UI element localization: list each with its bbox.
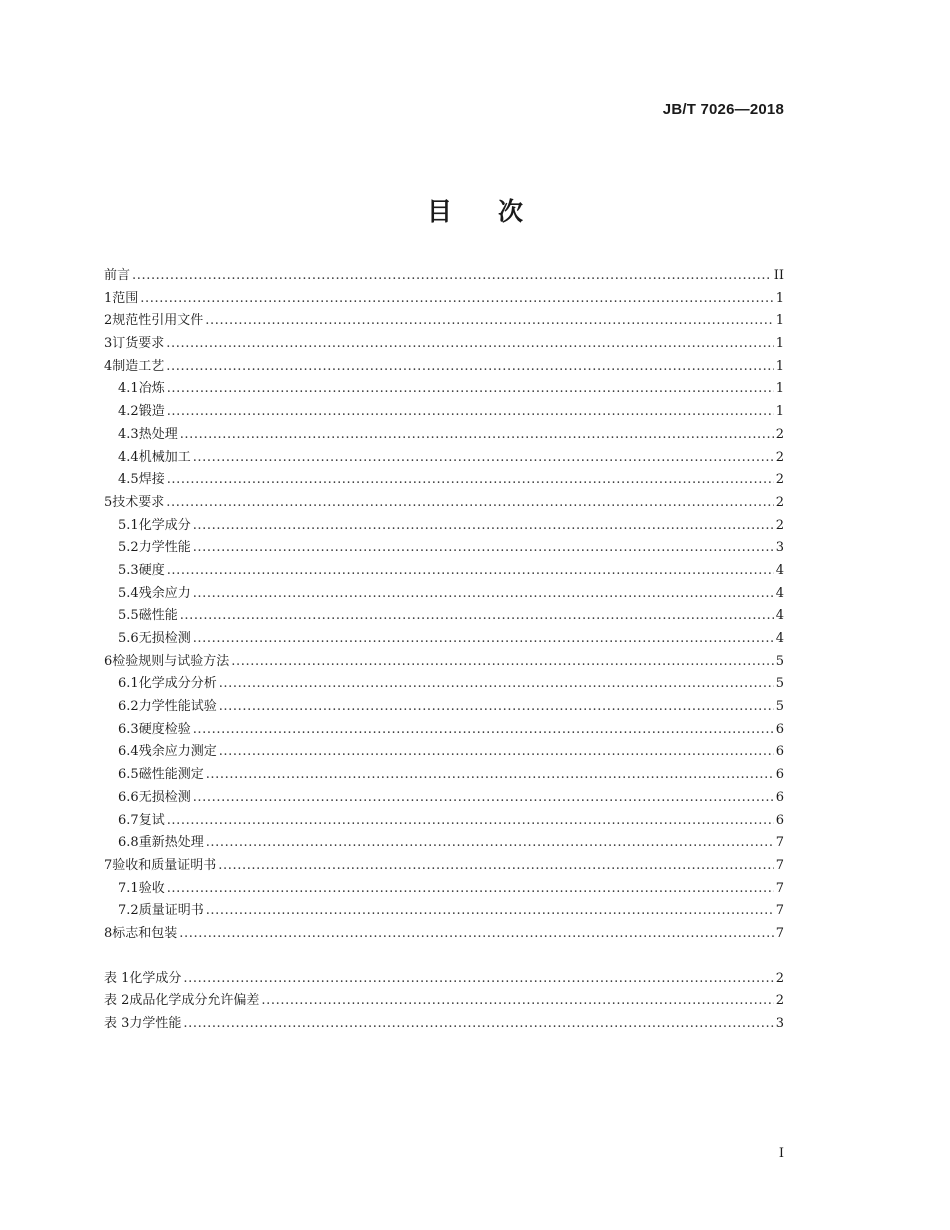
toc-entry-label: 磁性能测定	[138, 767, 204, 783]
toc-entry-number: 5.1	[118, 517, 139, 533]
toc-entry-number: 4	[104, 358, 113, 374]
toc-entry-page: 7	[775, 903, 784, 919]
toc-entry-label: 力学性能试验	[138, 699, 217, 715]
toc-entry-label: 规范性引用文件	[112, 313, 204, 329]
toc-leader-dots	[193, 447, 774, 470]
toc-entry-page: II	[773, 268, 784, 283]
toc-subentry[interactable]	[104, 515, 784, 538]
toc-entry-page: 7	[775, 925, 784, 941]
toc-entry-number: 6.7	[118, 812, 139, 828]
toc-entry-label: 标志和包装	[112, 925, 178, 941]
toc-subentry[interactable]	[104, 764, 784, 787]
toc-entry-number: 6.6	[118, 789, 139, 805]
toc-subentry[interactable]	[104, 787, 784, 810]
toc-entry-label: 冶炼	[138, 381, 165, 397]
toc-entry-number: 8	[104, 925, 113, 941]
toc-entry-label: 残余应力	[138, 585, 191, 601]
toc-entry-page: 2	[775, 494, 784, 510]
title-char-1: 目	[426, 197, 452, 226]
toc-entry-label: 锻造	[138, 404, 165, 420]
toc-leader-dots	[219, 741, 774, 764]
toc-entry-page: 6	[775, 721, 784, 737]
toc-entry-number: 6	[104, 653, 113, 669]
toc-subentry[interactable]	[104, 673, 784, 696]
toc-subentry[interactable]	[104, 469, 784, 492]
toc-table-label: 力学性能	[129, 1016, 182, 1031]
toc-entry-label: 机械加工	[138, 449, 191, 465]
toc-entry-page: 6	[775, 789, 784, 805]
toc-entry-number: 6.1	[118, 676, 139, 692]
toc-entry-page: 2	[775, 449, 784, 465]
toc-entry-label: 焊接	[138, 472, 165, 488]
toc-entry-label: 硬度检验	[138, 721, 191, 737]
toc-subentry[interactable]	[104, 832, 784, 855]
toc-leader-dots	[183, 1013, 773, 1036]
toc-leader-dots	[167, 810, 774, 833]
toc-leader-dots	[193, 787, 774, 810]
toc-leader-dots	[218, 855, 773, 878]
toc-entry-label: 硬度	[138, 562, 165, 578]
toc-entry-page: 7	[775, 880, 784, 896]
toc-table-number: 表 2	[104, 993, 130, 1009]
toc-leader-dots	[166, 333, 773, 356]
toc-leader-dots	[193, 628, 774, 651]
toc-table-page: 3	[775, 1016, 784, 1031]
title-char-2: 次	[498, 197, 524, 226]
toc-entry-label: 无损检测	[138, 789, 191, 805]
toc-leader-dots	[183, 968, 773, 991]
toc-entry-label: 重新热处理	[138, 835, 204, 851]
toc-entry-label: 复试	[138, 812, 165, 828]
toc-entry-page: 2	[775, 472, 784, 488]
toc-entry[interactable]	[104, 310, 784, 333]
toc-leader-dots	[193, 515, 774, 538]
toc-entry-label: 残余应力测定	[138, 744, 217, 760]
toc-entry-number: 2	[104, 313, 113, 329]
toc-entry-page: 1	[775, 336, 784, 352]
toc-entry-page: 7	[775, 835, 784, 851]
toc-subentry[interactable]	[104, 401, 784, 424]
toc-subentry[interactable]	[104, 560, 784, 583]
toc-entry-label: 验收和质量证明书	[112, 857, 217, 873]
toc-subentry[interactable]	[104, 741, 784, 764]
toc-entry-number: 5	[104, 494, 113, 510]
toc-leader-dots	[180, 424, 774, 447]
toc-table-entry[interactable]	[104, 1013, 784, 1036]
toc-entry-page: 1	[775, 381, 784, 397]
toc-subentry[interactable]	[104, 628, 784, 651]
toc-leader-dots	[193, 719, 774, 742]
toc-entry-page: 2	[775, 426, 784, 442]
toc-entry-label: 检验规则与试验方法	[112, 653, 230, 669]
toc-subentry[interactable]	[104, 424, 784, 447]
toc-subentry[interactable]	[104, 696, 784, 719]
toc-entry-page: 4	[775, 562, 784, 578]
toc-entry-number: 5.2	[118, 540, 139, 556]
toc-table-page: 2	[775, 993, 784, 1009]
toc-entry-number: 5.4	[118, 585, 139, 601]
toc-entry[interactable]	[104, 855, 784, 878]
toc-entry[interactable]	[104, 492, 784, 515]
toc-entry-page: 2	[775, 517, 784, 533]
page-number: I	[778, 1146, 784, 1161]
toc-entry-page: 6	[775, 812, 784, 828]
toc-entry-number: 4.3	[118, 426, 139, 442]
toc-table-page: 2	[775, 970, 784, 986]
toc-entry-number: 5.3	[118, 562, 139, 578]
toc-entry-number: 7	[104, 857, 113, 873]
toc-entry[interactable]	[104, 923, 784, 946]
toc-entry-page: 5	[775, 676, 784, 692]
toc-entry-page: 6	[775, 767, 784, 783]
toc-entry-number: 6.8	[118, 835, 139, 851]
toc-entry[interactable]	[104, 333, 784, 356]
toc-entry-page: 1	[775, 358, 784, 374]
toc-leader-dots	[179, 923, 773, 946]
toc-entry-number: 6.4	[118, 744, 139, 760]
toc-leader-dots	[206, 832, 774, 855]
toc-entry-label: 质量证明书	[138, 903, 204, 919]
toc-entry-label: 制造工艺	[112, 358, 165, 374]
toc-table-entry[interactable]	[104, 968, 784, 991]
page-title	[0, 192, 950, 228]
toc-entry-label: 磁性能	[138, 608, 178, 624]
toc-table-number: 表 1	[104, 970, 130, 986]
toc-subentry[interactable]	[104, 719, 784, 742]
toc-entry-page: 1	[775, 404, 784, 420]
toc-subentry[interactable]	[104, 447, 784, 470]
toc-entry-number: 7.1	[118, 880, 139, 896]
toc-entry-label: 验收	[138, 880, 165, 896]
toc-entry-page: 5	[775, 653, 784, 669]
toc-leader-dots	[167, 378, 774, 401]
toc-subentry[interactable]	[104, 810, 784, 833]
toc-entry-page: 3	[775, 540, 784, 556]
toc-subentry[interactable]	[104, 378, 784, 401]
toc-entry-number: 5.6	[118, 631, 139, 646]
toc-leader-dots	[166, 492, 773, 515]
toc-entry-page: 6	[775, 744, 784, 760]
toc-leader-dots	[205, 310, 773, 333]
toc-entry-label: 前言	[104, 268, 131, 283]
toc-entry-page: 5	[775, 699, 784, 715]
toc-subentry[interactable]	[104, 878, 784, 901]
toc-leader-dots	[206, 900, 774, 923]
toc-leader-dots	[219, 696, 774, 719]
toc-entry[interactable]	[104, 356, 784, 379]
toc-table-label: 化学成分	[129, 970, 182, 986]
toc-subentry[interactable]	[104, 537, 784, 560]
toc-table-label: 成品化学成分允许偏差	[129, 993, 260, 1009]
standard-code: JB/T 7026—2018	[662, 101, 784, 118]
toc-entry-label: 化学成分	[138, 517, 191, 533]
toc-leader-dots	[166, 356, 773, 379]
toc-entry-page: 4	[775, 631, 784, 646]
toc-leader-dots	[231, 651, 773, 674]
toc-entry-label: 无损检测	[138, 631, 191, 646]
toc-entry-page: 7	[775, 857, 784, 873]
toc-entry-label: 化学成分分析	[138, 676, 217, 692]
toc-leader-dots	[132, 265, 772, 288]
toc-leader-dots	[167, 560, 774, 583]
toc-leader-dots	[206, 764, 774, 787]
toc-leader-dots	[261, 990, 773, 1013]
toc-entry-number: 4.1	[118, 381, 139, 397]
toc-entry-label: 订货要求	[112, 336, 165, 352]
toc-entry-number: 3	[104, 336, 113, 352]
toc-entry-page: 4	[775, 608, 784, 624]
toc-entry-label: 热处理	[138, 426, 178, 442]
toc-entry-page: 1	[775, 290, 784, 306]
toc-entry-number: 6.5	[118, 767, 139, 783]
toc-entry-label: 范围	[112, 290, 139, 306]
toc-entry[interactable]	[104, 288, 784, 311]
toc-leader-dots	[193, 537, 774, 560]
toc-entry[interactable]	[104, 651, 784, 674]
toc-leader-dots	[219, 673, 774, 696]
toc-entry-number: 4.4	[118, 449, 139, 465]
table-of-contents	[104, 265, 784, 1036]
toc-entry-number: 5.5	[118, 608, 139, 624]
toc-entry-foreword[interactable]	[104, 265, 784, 288]
toc-entry-number: 4.5	[118, 472, 139, 488]
toc-leader-dots	[180, 605, 774, 628]
toc-table-entry[interactable]	[104, 990, 784, 1013]
toc-subentry[interactable]	[104, 583, 784, 606]
toc-subentry[interactable]	[104, 605, 784, 628]
toc-leader-dots	[167, 878, 774, 901]
toc-entry-number: 6.2	[118, 699, 139, 715]
toc-leader-dots	[193, 583, 774, 606]
toc-entry-number: 7.2	[118, 903, 139, 919]
toc-leader-dots	[167, 401, 774, 424]
toc-entry-label: 力学性能	[138, 540, 191, 556]
toc-entry-number: 4.2	[118, 404, 139, 420]
toc-entry-label: 技术要求	[112, 494, 165, 510]
toc-subentry[interactable]	[104, 900, 784, 923]
toc-leader-dots	[140, 288, 773, 311]
toc-entry-page: 4	[775, 585, 784, 601]
toc-entry-number: 1	[104, 290, 113, 306]
toc-table-number: 表 3	[104, 1016, 130, 1031]
toc-leader-dots	[167, 469, 774, 492]
toc-entry-number: 6.3	[118, 721, 139, 737]
toc-entry-page: 1	[775, 313, 784, 329]
